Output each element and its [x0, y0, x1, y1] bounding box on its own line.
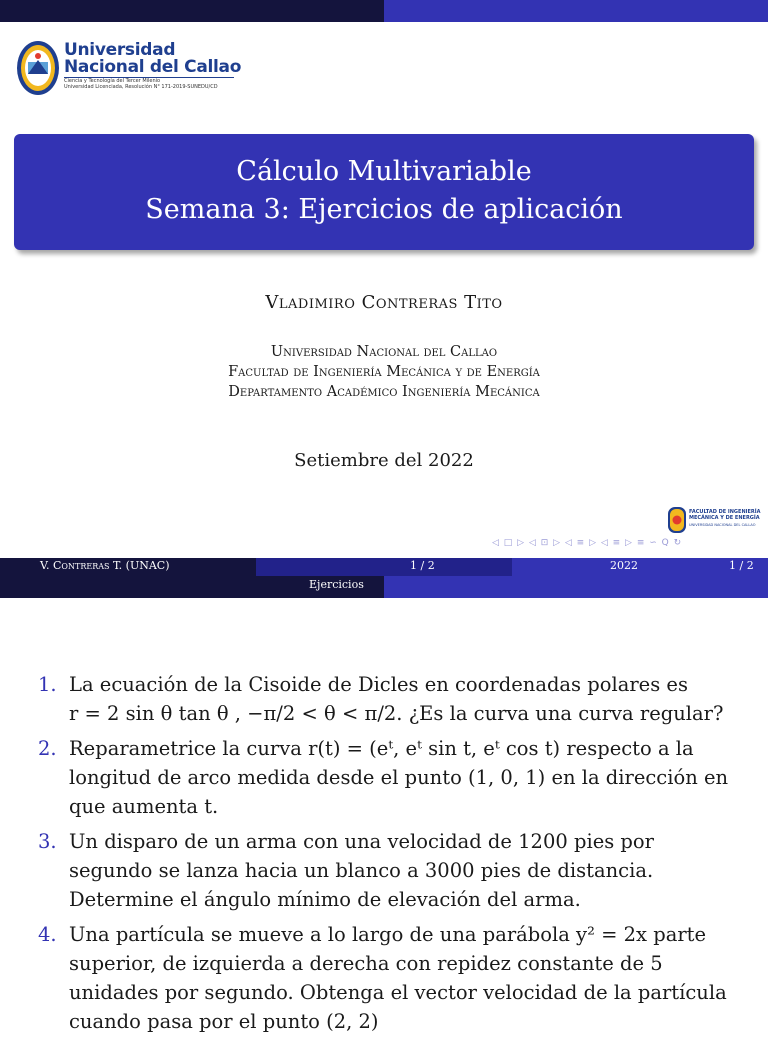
exercise-line: r = 2 sin θ tan θ , −π/2 < θ < π/2. ¿Es la curva una curva regular?: [69, 702, 724, 725]
title-box: [14, 134, 754, 250]
faculty-logo: [667, 506, 763, 534]
institution-line: Universidad Nacional del Callao: [270, 344, 498, 360]
top-header-dark: [0, 0, 384, 22]
exercise-line: cuando pasa por el punto (2, 2): [69, 1010, 379, 1033]
beamer-navigation-icons[interactable]: ◁ □ ▷ ◁ ⊡ ▷ ◁ ≡ ▷ ◁ ≡ ▷ ≡ ∽ Q ↻: [492, 538, 683, 548]
exercise-item: [38, 827, 758, 914]
exercise-line: que aumenta t.: [69, 795, 219, 818]
footer-author: V. Contreras T. (UNAC): [40, 559, 170, 572]
institution-line: Departamento Académico Ingeniería Mecánica: [228, 384, 540, 400]
university-tagline: Ciencia y Tecnología del Tercer Milenio: [64, 78, 161, 84]
exercise-item: [38, 734, 758, 821]
exercise-number: 3.: [38, 830, 57, 853]
footer-year: 2022: [610, 559, 638, 572]
faculty-logo-line1: FACULTAD DE INGENIERÍA: [689, 509, 761, 515]
exercise-line: longitud de arco medida desde el punto (1, 0, 1) en la dirección en: [69, 766, 729, 789]
exercise-number: 4.: [38, 923, 57, 946]
footer-bar: [0, 558, 768, 576]
exercise-line: Una partícula se mueve a lo largo de una parábola y² = 2x parte: [69, 923, 707, 946]
exercise-line: Un disparo de un arma con una velocidad de 1200 pies por: [69, 830, 654, 853]
exercise-line: segundo se lanza hacia un blanco a 3000 pies de distancia.: [69, 859, 654, 882]
university-license: Universidad Licenciada, Resolución N° 171-2019-SUNEDU/CD: [64, 84, 218, 90]
section-header-bar: [0, 576, 768, 598]
exercise-line: La ecuación de la Cisoide de Dicles en coordenadas polares es: [69, 673, 688, 696]
footer-page-right: 1 / 2: [729, 559, 754, 572]
exercise-item: [38, 920, 758, 1036]
exercise-list: [38, 670, 758, 1042]
university-logo: [16, 40, 246, 98]
footer-page: 1 / 2: [410, 559, 435, 572]
exercise-line: Reparametrice la curva r(t) = (eᵗ, eᵗ sin t, eᵗ cos t) respecto a la: [69, 737, 694, 760]
faculty-logo-line3: UNIVERSIDAD NACIONAL DEL CALLAO: [689, 523, 756, 527]
faculty-seal-icon: [667, 506, 687, 534]
top-header-bar: [0, 0, 768, 22]
exercise-line: Determine el ángulo mínimo de elevación del arma.: [69, 888, 581, 911]
title-line2: Semana 3: Ejercicios de aplicación: [145, 194, 623, 225]
section-bar-blue: [384, 576, 768, 598]
exercise-line: unidades por segundo. Obtenga el vector velocidad de la partícula: [69, 981, 727, 1004]
institution-line: Facultad de Ingeniería Mecánica y de Energía: [228, 364, 540, 380]
exercise-line: superior, de izquierda a derecha con repidez constante de 5: [69, 952, 663, 975]
university-seal-icon: [16, 40, 60, 98]
author-name: Vladimiro Contreras Tito: [265, 292, 503, 313]
exercise-number: 2.: [38, 737, 57, 760]
footer-cell-page: [256, 558, 512, 576]
faculty-logo-line2: MECÁNICA Y DE ENERGÍA: [689, 515, 760, 521]
top-header-blue: [384, 0, 768, 22]
section-label: Ejercicios: [309, 578, 364, 591]
faculty-logo-text: [689, 509, 761, 521]
title-line1: Cálculo Multivariable: [236, 156, 532, 187]
university-name-line1: Universidad: [64, 40, 176, 60]
exercise-item: [38, 670, 758, 728]
exercise-number: 1.: [38, 673, 57, 696]
presentation-date: Setiembre del 2022: [294, 450, 474, 471]
university-name-line2: Nacional del Callao: [64, 57, 242, 77]
